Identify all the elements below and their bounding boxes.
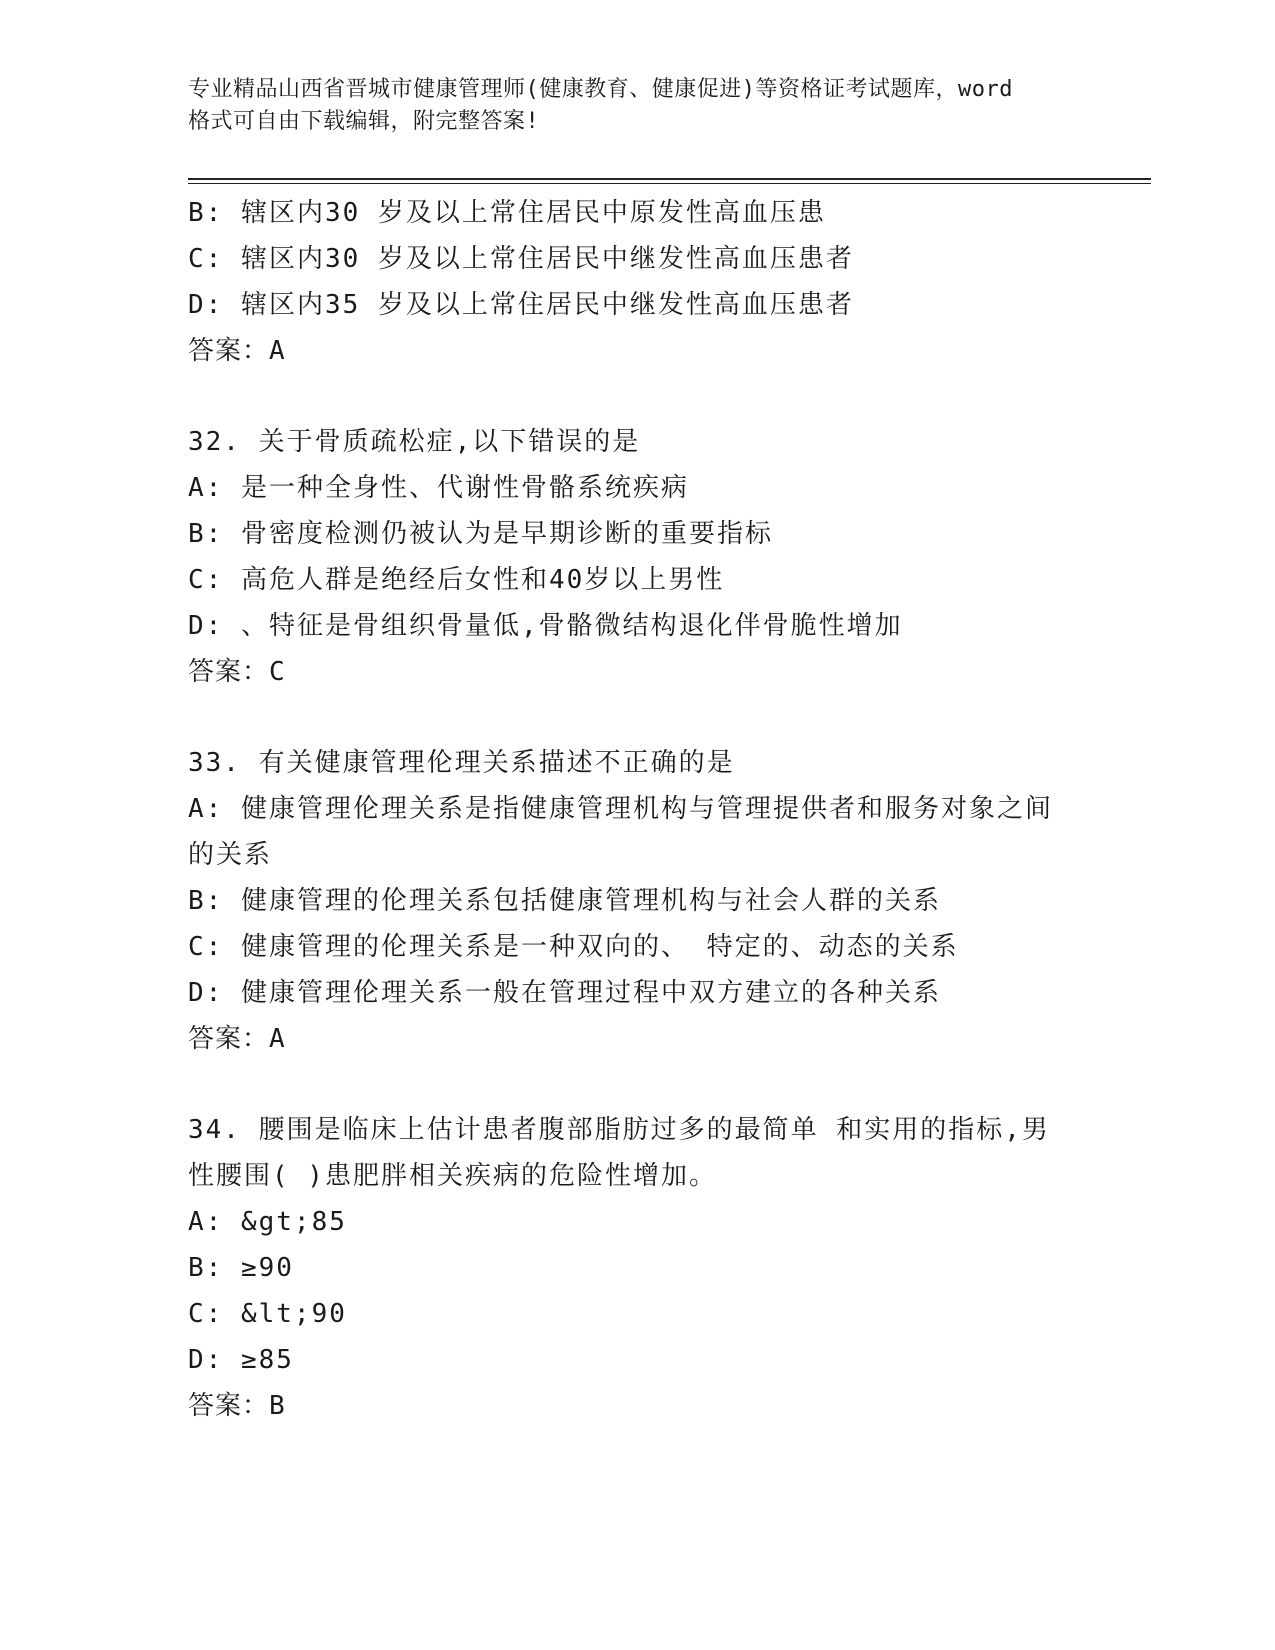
question-32 (188, 419, 1088, 695)
option-d: D: 辖区内35 岁及以上常住居民中继发性高血压患者 (188, 290, 854, 320)
question-33 (188, 740, 1088, 1062)
option-b: B: 健康管理的伦理关系包括健康管理机构与社会人群的关系 (188, 886, 941, 916)
option-a: A: 健康管理伦理关系是指健康管理机构与管理提供者和服务对象之间 (188, 794, 1053, 824)
question-stem: 33. 有关健康管理伦理关系描述不正确的是 (188, 748, 735, 778)
question-stem: 32. 关于骨质疏松症,以下错误的是 (188, 427, 641, 457)
header-line-1: 专业精品山西省晋城市健康管理师(健康教育、健康促进)等资格证考试题库，word (188, 77, 1013, 102)
option-a: A: &gt;85 (188, 1207, 347, 1237)
header-line-2: 格式可自由下载编辑，附完整答案! (188, 109, 540, 134)
spacer (188, 695, 1088, 740)
answer-line: 答案：A (188, 336, 286, 366)
option-d: D: 、特征是骨组织骨量低,骨骼微结构退化伴骨脆性增加 (188, 611, 903, 641)
question-34 (188, 1107, 1088, 1429)
option-d: D: 健康管理伦理关系一般在管理过程中双方建立的各种关系 (188, 978, 941, 1008)
option-a: A: 是一种全身性、代谢性骨骼系统疾病 (188, 473, 689, 503)
document-header (188, 74, 1088, 138)
spacer (188, 1062, 1088, 1107)
option-a-continued: 的关系 (188, 840, 273, 870)
option-c: C: 高危人群是绝经后女性和40岁以上男性 (188, 565, 725, 595)
spacer (188, 374, 1088, 419)
answer-line: 答案：A (188, 1024, 286, 1054)
question-31 (188, 190, 1088, 374)
answer-line: 答案：C (188, 657, 286, 687)
question-stem-continued: 性腰围( )患肥胖相关疾病的危险性增加。 (188, 1161, 717, 1191)
question-list (188, 190, 1088, 1429)
option-c: C: 健康管理的伦理关系是一种双向的、 特定的、动态的关系 (188, 932, 959, 962)
option-d: D: ≥85 (188, 1345, 294, 1375)
question-stem: 34. 腰围是临床上估计患者腹部脂肪过多的最简单 和实用的指标,男 (188, 1115, 1050, 1145)
answer-line: 答案：B (188, 1391, 286, 1421)
option-b: B: ≥90 (188, 1253, 294, 1283)
header-divider (188, 178, 1151, 184)
option-b: B: 辖区内30 岁及以上常住居民中原发性高血压患 (188, 198, 826, 228)
option-c: C: 辖区内30 岁及以上常住居民中继发性高血压患者 (188, 244, 854, 274)
option-b: B: 骨密度检测仍被认为是早期诊断的重要指标 (188, 519, 773, 549)
option-c: C: &lt;90 (188, 1299, 347, 1329)
